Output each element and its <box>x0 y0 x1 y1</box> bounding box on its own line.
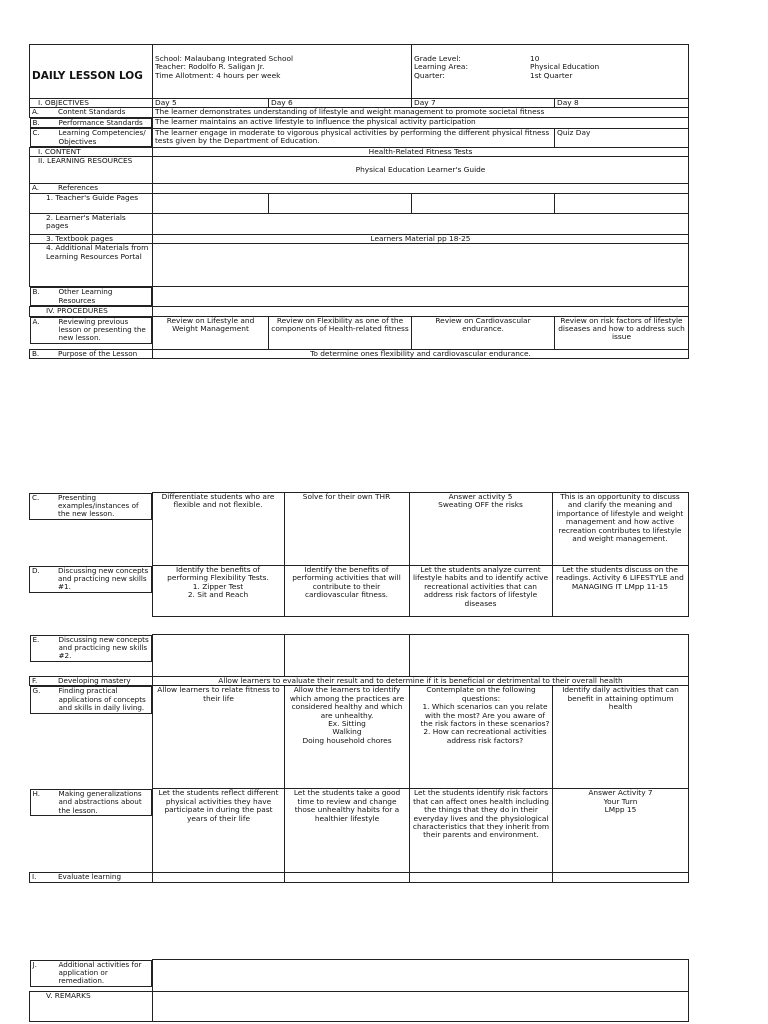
other-resources-row <box>30 287 689 307</box>
row-code: A. <box>32 107 40 117</box>
row-label: Developing mastery <box>58 676 131 685</box>
references-row <box>30 184 689 193</box>
row-label: Making generalizations and abstractions about the lesson. <box>58 788 142 815</box>
additional-materials-label: 4. Additional Materials from Learning Resources Portal <box>30 244 153 287</box>
teachers-guide-row <box>30 193 689 213</box>
lesson-log-block-3 <box>29 634 689 883</box>
review-day-7: Review on Cardiovascular endurance. <box>412 316 555 349</box>
generalizations-day-6: Let the students take a good time to review and change those unhealthy habits for a healthier lifestyle <box>285 789 410 873</box>
cell <box>153 960 689 992</box>
generalizations-day-5: Let the students reflect different physical activities they have participate in during the past years of their life <box>153 789 285 873</box>
row-label: References <box>58 183 98 193</box>
row-code: H. <box>32 788 41 798</box>
presenting-day-6: Solve for their own THR <box>284 493 409 566</box>
row-label: Learning Competencies/ Objectives <box>58 128 146 146</box>
procedures-row <box>30 307 689 316</box>
row-label: Additional activities for application or remediation. <box>58 959 142 986</box>
day-6: Day 6 <box>269 99 412 108</box>
quarter-value: 1st Quarter <box>530 70 573 80</box>
performance-standards-text: The learner maintains an active lifestyle to influence the physical activity participation <box>153 117 689 128</box>
list-item: 2. How can recreational activities address risk factors? <box>423 727 547 745</box>
row-code: B. <box>32 117 40 127</box>
competencies-text: The learner engage in moderate to vigorous physical activities by performing the different physical fitness tests given by the Department of Education. <box>153 128 555 147</box>
textbook-pages-label: 3. Textbook pages <box>30 234 153 243</box>
row-label: Presenting examples/instances of the new lesson. <box>58 492 139 519</box>
presenting-day-5: Differentiate students who are flexible and not flexible. <box>152 493 284 566</box>
list-item: 1. Which scenarios can you relate with the most? Are you aware of the risk factors in these scenarios? <box>420 702 550 729</box>
content-text: Health-Related Fitness Tests <box>153 148 689 157</box>
review-day-8: Review on risk factors of lifestyle diseases and how to address such issue <box>555 316 689 349</box>
presenting-day-8: This is an opportunity to discuss and clarify the meaning and importance of lifestyle and weight management and how active recreation contributes to lifestyle and weight management. <box>552 493 688 566</box>
row-code: G. <box>32 686 41 696</box>
content-label: I. CONTENT <box>30 148 153 157</box>
row-code: E. <box>32 634 40 644</box>
grade-value: 10 <box>530 54 540 63</box>
learning-resources-label: II. LEARNING RESOURCES <box>30 157 153 184</box>
doc-title: DAILY LESSON LOG <box>30 45 153 99</box>
grade-label: Grade Level: <box>414 54 461 63</box>
generalizations-day-7: Let the students identify risk factors that can affect ones health including the things that they do in their everyday lives and the physiological characteristics that they inherit from their parents and environment. <box>410 789 553 873</box>
evaluate-row <box>30 873 689 882</box>
discussing-1-day-5 <box>152 566 284 617</box>
row-code: I. <box>32 872 37 882</box>
review-day-6: Review on Flexibility as one of the components of Health-related fitness <box>269 316 412 349</box>
list-item: 1. Zipper Test <box>192 581 244 591</box>
procedures-label: IV. PROCEDURES <box>30 307 153 316</box>
purpose-row <box>30 349 689 358</box>
row-label: Discussing new concepts and practicing new skills #2. <box>58 634 149 661</box>
learning-resources-row <box>30 157 689 184</box>
remarks-row <box>30 992 689 1022</box>
quarter-label: Quarter: <box>414 70 445 80</box>
header-row <box>30 45 689 99</box>
cell <box>553 873 689 882</box>
applications-row <box>30 686 689 789</box>
generalizations-day-8: Answer Activity 7 Your Turn LMpp 15 <box>553 789 689 873</box>
cell <box>153 992 689 1022</box>
class-info <box>412 45 689 99</box>
discussing-1-day-7: Let the students analyze current lifestyle habits and to identify active recreational activities that can address risk factors of lifestyle diseases <box>409 566 552 617</box>
row-code: J. <box>32 959 37 969</box>
textbook-pages-text: Learners Material pp 18-25 <box>153 234 689 243</box>
cell <box>410 873 553 882</box>
learners-materials-row <box>30 213 689 234</box>
cell <box>153 287 689 307</box>
competencies-row <box>30 128 689 147</box>
cell <box>153 307 689 316</box>
row-label: Evaluate learning <box>58 872 122 882</box>
generalizations-row <box>30 789 689 873</box>
row-label: Purpose of the Lesson <box>58 348 138 358</box>
area-label: Learning Area: <box>414 62 468 72</box>
cell-text: Contemplate on the following questions: <box>426 685 536 703</box>
applications-day-7 <box>410 686 553 789</box>
list-item: 2. Sit and Reach <box>187 590 249 600</box>
cell <box>555 193 689 213</box>
learning-resources-text: Physical Education Learner's Guide <box>153 157 689 184</box>
cell <box>153 873 285 882</box>
objectives-label: I. OBJECTIVES <box>30 99 153 108</box>
presenting-day-7: Answer activity 5 Sweating OFF the risks <box>409 493 552 566</box>
purpose-text: To determine ones flexibility and cardiovascular endurance. <box>153 349 689 358</box>
row-label: Performance Standards <box>58 117 143 127</box>
school-name: School: Malaubang Integrated School <box>155 54 294 63</box>
row-code: F. <box>32 676 38 685</box>
day-8: Day 8 <box>555 99 689 108</box>
day-5: Day 5 <box>153 99 269 108</box>
teacher-name: Teacher: Rodolfo R. Saligan Jr. <box>155 62 265 72</box>
school-info <box>153 45 412 99</box>
discussing-1-row <box>29 566 688 617</box>
teachers-guide-label: 1. Teacher's Guide Pages <box>30 193 153 213</box>
cell-text: Identify the benefits of performing Flexibility Tests. <box>167 565 269 583</box>
time-allotment: Time Allotment: 4 hours per week <box>155 70 281 80</box>
lesson-log-block-2 <box>29 492 689 617</box>
lesson-log-block-4 <box>29 959 689 1022</box>
day-7: Day 7 <box>412 99 555 108</box>
row-code: B. <box>32 348 40 358</box>
cell <box>269 193 412 213</box>
performance-standards-row <box>30 117 689 128</box>
reviewing-row <box>30 316 689 349</box>
row-code: A. <box>32 183 40 193</box>
row-code: C. <box>32 128 40 138</box>
discussing-2-row <box>30 635 689 677</box>
area-value: Physical Education <box>530 62 600 72</box>
learners-materials-label: 2. Learner's Materials pages <box>30 213 153 234</box>
applications-day-5: Allow learners to relate fitness to their life <box>153 686 285 789</box>
remarks-label: V. REMARKS <box>30 992 153 1022</box>
row-label: Discussing new concepts and practicing new skills #1. <box>58 565 149 592</box>
cell <box>153 193 269 213</box>
lesson-log-block-1 <box>29 44 689 359</box>
cell <box>153 213 689 234</box>
quiz-day: Quiz Day <box>555 128 689 147</box>
cell <box>285 635 410 677</box>
cell <box>410 635 689 677</box>
applications-day-6: Allow the learners to identify which among the practices are considered healthy and which are unhealthy. Ex. Sitting Walking Doing household chores <box>285 686 410 789</box>
review-day-5: Review on Lifestyle and Weight Management <box>153 316 269 349</box>
mastery-text: Allow learners to evaluate their result and to determine if it is beneficial or detrimental to their overall health <box>153 677 689 686</box>
row-code: C. <box>32 492 40 502</box>
references-cell <box>153 184 689 193</box>
discussing-1-day-6: Identify the benefits of performing activities that will contribute to their cardiovascular fitness. <box>284 566 409 617</box>
cell <box>285 873 410 882</box>
row-label: Other Learning Resources <box>58 287 113 305</box>
row-label: Reviewing previous lesson or presenting the new lesson. <box>58 316 146 343</box>
content-standards-text: The learner demonstrates understanding of lifestyle and weight management to promote societal fitness <box>153 108 689 117</box>
additional-materials-row <box>30 244 689 287</box>
presenting-row <box>29 493 688 566</box>
content-standards-row <box>30 108 689 117</box>
cell <box>153 244 689 287</box>
cell <box>412 193 555 213</box>
applications-day-8: Identify daily activities that can benefit in attaining optimum health <box>553 686 689 789</box>
row-label: Content Standards <box>58 107 126 117</box>
row-label: Finding practical applications of concepts and skills in daily living. <box>58 686 146 713</box>
discussing-1-day-8: Let the students discuss on the readings. Activity 6 LIFESTYLE and MANAGING IT LMpp 11-15 <box>552 566 688 617</box>
cell <box>153 635 285 677</box>
row-code: A. <box>32 316 40 326</box>
additional-activities-row <box>30 960 689 992</box>
row-code: B. <box>32 287 40 297</box>
row-code: D. <box>32 565 40 575</box>
